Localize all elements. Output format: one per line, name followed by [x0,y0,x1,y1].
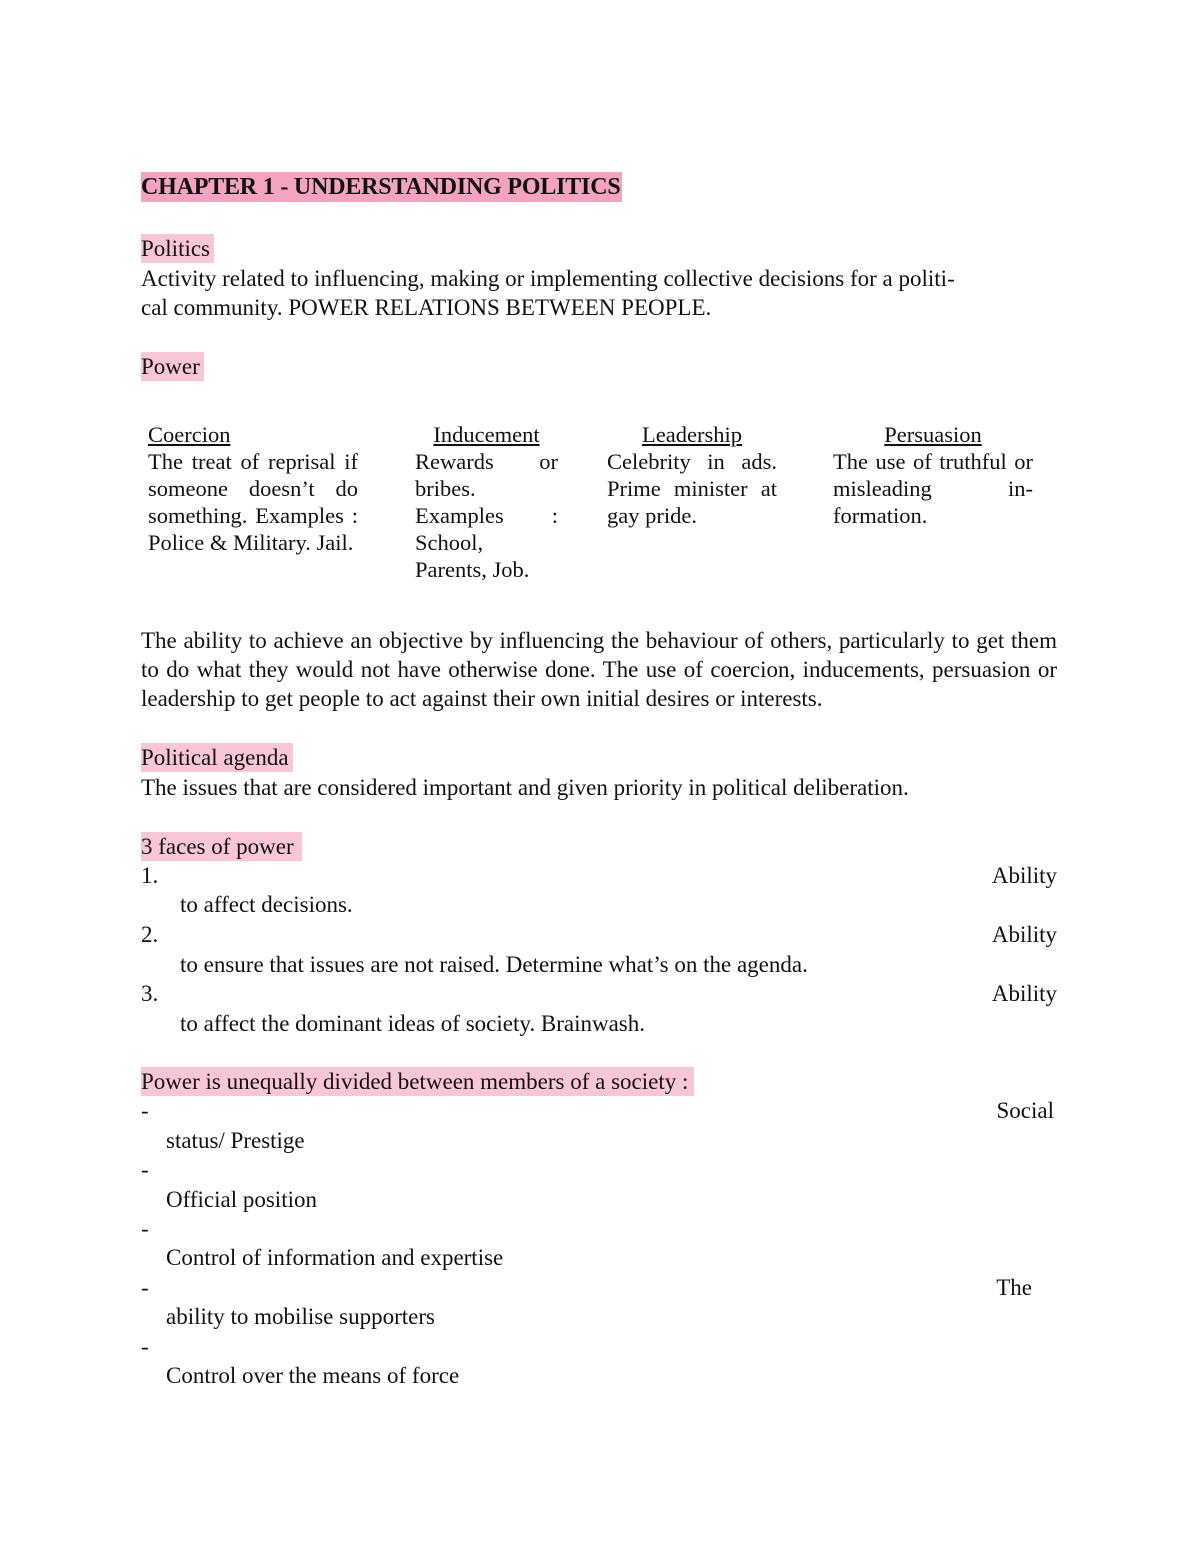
unequal-item-2-bullet: - [141,1157,149,1182]
leadership-heading: Leadership [642,422,742,447]
face-3-text: to affect the dominant ideas of society. Brainwash. [180,1011,645,1036]
face-2-text: to ensure that issues are not raised. Determine what’s on the agenda. [180,952,808,977]
power-type-persuasion [833,421,1033,529]
unequal-item-1-bullet: - [141,1098,149,1123]
politics-heading: Politics [141,234,214,263]
persuasion-heading: Persuasion [884,422,982,447]
power-heading: Power [141,352,204,381]
power-definition: The ability to achieve an objective by influencing the behaviour of others, particularly to get them to do what they would not have otherwise done. The use of coercion, inducements, persuasion or leadership to get people to act against their own initial desires or interests. [141,628,1057,711]
unequal-item-5-bullet: - [141,1334,149,1359]
unequal-item-5-text: Control over the means of force [166,1363,460,1388]
unequal-item-4-text: ability to mobilise supporters [166,1304,435,1329]
political-agenda-heading: Political agenda [141,743,293,772]
unequal-item-2-text: Official position [166,1187,317,1212]
unequal-item-3-bullet: - [141,1216,149,1241]
unequal-item-4-bullet: - [141,1275,149,1300]
persuasion-description: The use of truthful or misleading in-formation. [833,449,1033,528]
inducement-description: Rewards or bribes. Examples : School, Parents, Job. [415,449,558,582]
faces-of-power-heading: 3 faces of power [141,832,302,861]
face-2-number: 2. [141,922,159,947]
unequal-item-4-first-word: The [996,1275,1032,1300]
face-1-text: to affect decisions. [180,892,353,917]
political-agenda-definition: The issues that are considered important and given priority in political deliberation. [141,775,909,800]
face-1-first-word: Ability [991,863,1057,888]
leadership-description: Celebrity in ads. Prime minister at gay pride. [607,449,777,528]
face-1-number: 1. [141,863,159,888]
unequal-power-heading: Power is unequally divided between members of a society : [141,1067,694,1096]
coercion-description: The treat of reprisal if someone doesn’t do something. Examples : Police & Military. Jail. [148,449,358,555]
politics-definition-line-2: cal community. POWER RELATIONS BETWEEN PEOPLE. [141,295,712,320]
unequal-item-1-first-word: Social [996,1098,1054,1123]
face-2-first-word: Ability [991,922,1057,947]
power-type-coercion [148,421,358,556]
unequal-item-3-text: Control of information and expertise [166,1245,504,1270]
chapter-title: CHAPTER 1 - UNDERSTANDING POLITICS [141,174,621,200]
power-type-inducement [415,421,558,583]
face-3-number: 3. [141,981,159,1006]
politics-definition-line-1: Activity related to influencing, making or implementing collective decisions for a politi- [141,266,955,291]
power-type-leadership [607,421,777,529]
unequal-item-1-text: status/ Prestige [166,1128,305,1153]
coercion-heading: Coercion [148,422,231,447]
inducement-heading: Inducement [433,422,540,447]
face-3-first-word: Ability [991,981,1057,1006]
